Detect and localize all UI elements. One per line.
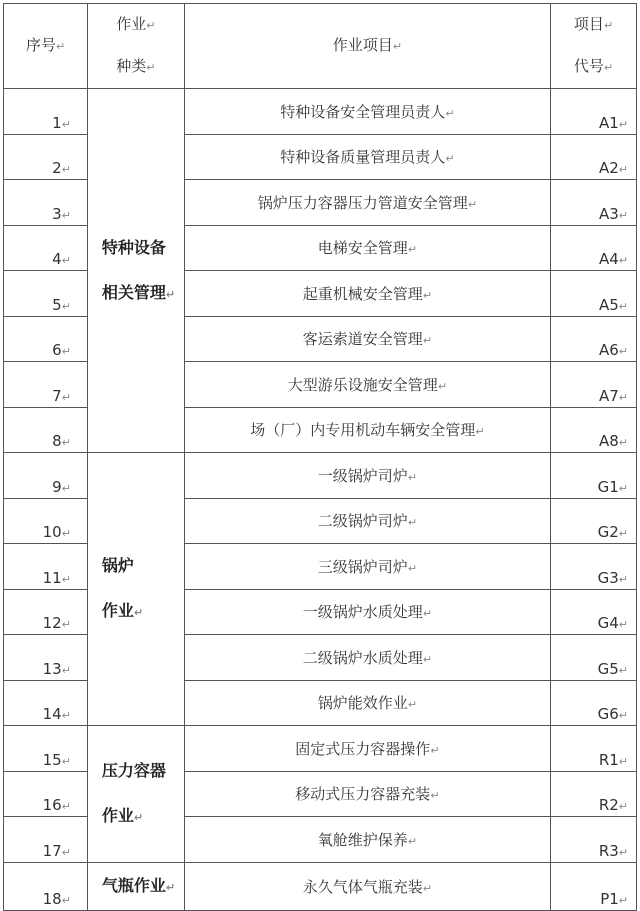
paragraph-mark: ↵ <box>618 254 628 267</box>
paragraph-mark: ↵ <box>61 163 71 176</box>
item-code: A4↵ <box>551 225 637 271</box>
work-item: 二级锅炉水质处理↵ <box>184 635 550 681</box>
category-label: 压力容器 <box>101 760 166 780</box>
paragraph-mark: ↵ <box>61 800 71 813</box>
row-number: 15↵ <box>4 726 88 772</box>
paragraph-mark: ↵ <box>61 754 71 768</box>
paragraph-mark: ↵ <box>133 810 144 824</box>
paragraph-mark: ↵ <box>165 880 176 894</box>
paragraph-mark: ↵ <box>618 117 628 131</box>
paragraph-mark: ↵ <box>618 208 628 222</box>
paragraph-mark: ↵ <box>618 754 628 768</box>
paragraph-mark: ↵ <box>422 881 433 895</box>
paragraph-mark: ↵ <box>618 800 628 813</box>
paragraph-mark: ↵ <box>618 436 628 449</box>
work-item: 起重机械安全管理↵ <box>184 271 550 317</box>
item-code: G1↵ <box>551 453 637 499</box>
row-number: 13↵ <box>4 635 88 681</box>
category-label: 作业 <box>101 601 134 620</box>
row-number: 14↵ <box>4 680 88 726</box>
paragraph-mark: ↵ <box>61 481 71 495</box>
header-code: 项目↵ 代号↵ <box>551 4 637 89</box>
row-number: 3↵ <box>4 180 88 226</box>
item-code: A2↵ <box>551 134 637 180</box>
work-item: 永久气体气瓶充装↵ <box>184 862 550 910</box>
paragraph-mark: ↵ <box>618 572 628 586</box>
work-item: 固定式压力容器操作↵ <box>184 726 550 772</box>
paragraph-mark: ↵ <box>407 516 418 530</box>
category-label: 作业 <box>101 805 134 825</box>
paragraph-mark: ↵ <box>618 709 628 722</box>
work-item: 锅炉能效作业↵ <box>184 680 550 726</box>
paragraph-mark: ↵ <box>445 106 455 120</box>
paragraph-mark: ↵ <box>61 390 71 404</box>
item-code: A5↵ <box>551 271 637 317</box>
paragraph-mark: ↵ <box>618 845 628 859</box>
paragraph-mark: ↵ <box>61 893 71 907</box>
table-row <box>4 453 637 499</box>
paragraph-mark: ↵ <box>618 527 628 540</box>
paragraph-mark: ↵ <box>618 299 628 313</box>
item-code: A8↵ <box>551 407 637 453</box>
work-category-table <box>3 3 637 911</box>
row-number: 1↵ <box>4 89 88 135</box>
paragraph-mark: ↵ <box>407 698 418 712</box>
work-item: 电梯安全管理↵ <box>184 225 550 271</box>
header-item: 作业项目↵ <box>184 4 550 89</box>
row-number: 7↵ <box>4 362 88 408</box>
table-header-row <box>4 4 637 89</box>
table-row <box>4 862 637 910</box>
item-code: A1↵ <box>551 89 637 135</box>
item-code: R1↵ <box>551 726 637 772</box>
row-number: 17↵ <box>4 817 88 863</box>
paragraph-mark: ↵ <box>165 287 176 301</box>
item-code: R2↵ <box>551 771 637 817</box>
paragraph-mark: ↵ <box>618 345 628 358</box>
paragraph-mark: ↵ <box>61 208 71 222</box>
category-cell <box>87 726 184 863</box>
row-number: 6↵ <box>4 316 88 362</box>
paragraph-mark: ↵ <box>61 845 71 859</box>
item-code: G2↵ <box>551 498 637 544</box>
work-item: 移动式压力容器充装↵ <box>184 771 550 817</box>
row-number: 2↵ <box>4 134 88 180</box>
item-code: P1↵ <box>551 862 637 910</box>
item-code: G6↵ <box>551 680 637 726</box>
paragraph-mark: ↵ <box>475 425 485 439</box>
paragraph-mark: ↵ <box>133 606 144 619</box>
paragraph-mark: ↵ <box>430 743 440 757</box>
paragraph-mark: ↵ <box>618 481 628 495</box>
paragraph-mark: ↵ <box>61 299 71 313</box>
paragraph-mark: ↵ <box>61 254 71 267</box>
item-code: G4↵ <box>551 589 637 635</box>
work-item: 锅炉压力容器压力管道安全管理↵ <box>184 180 550 226</box>
category-cell <box>87 453 184 726</box>
row-number: 11↵ <box>4 544 88 590</box>
work-item: 特种设备质量管理员责人↵ <box>184 134 550 180</box>
work-item: 一级锅炉司炉↵ <box>184 453 550 499</box>
paragraph-mark: ↵ <box>407 470 418 484</box>
work-item: 三级锅炉司炉↵ <box>184 544 550 590</box>
work-item: 一级锅炉水质处理↵ <box>184 589 550 635</box>
header-category: 作业↵ 种类↵ <box>87 4 184 89</box>
item-code: G5↵ <box>551 635 637 681</box>
paragraph-mark: ↵ <box>61 436 71 449</box>
paragraph-mark: ↵ <box>618 893 628 907</box>
row-number: 4↵ <box>4 225 88 271</box>
paragraph-mark: ↵ <box>422 652 433 666</box>
row-number: 5↵ <box>4 271 88 317</box>
row-number: 9↵ <box>4 453 88 499</box>
row-number: 10↵ <box>4 498 88 544</box>
category-label: 相关管理 <box>101 282 166 302</box>
paragraph-mark: ↵ <box>618 163 628 176</box>
paragraph-mark: ↵ <box>407 834 418 848</box>
category-cell <box>87 89 184 453</box>
row-number: 16↵ <box>4 771 88 817</box>
item-code: R3↵ <box>551 817 637 863</box>
work-item: 氧舱维护保养↵ <box>184 817 550 863</box>
row-number: 12↵ <box>4 589 88 635</box>
row-number: 18↵ <box>4 862 88 910</box>
item-code: A3↵ <box>551 180 637 226</box>
paragraph-mark: ↵ <box>407 561 418 575</box>
work-item: 二级锅炉司炉↵ <box>184 498 550 544</box>
item-code: G3↵ <box>551 544 637 590</box>
paragraph-mark: ↵ <box>61 709 71 722</box>
item-code: A6↵ <box>551 316 637 362</box>
paragraph-mark: ↵ <box>61 527 71 540</box>
category-label: 特种设备 <box>101 237 166 257</box>
category-cell <box>87 862 184 910</box>
work-item: 客运索道安全管理↵ <box>184 316 550 362</box>
item-code: A7↵ <box>551 362 637 408</box>
category-label: 锅炉 <box>101 556 134 575</box>
paragraph-mark: ↵ <box>61 345 71 358</box>
row-number: 8↵ <box>4 407 88 453</box>
paragraph-mark: ↵ <box>422 288 433 302</box>
work-item: 场（厂）内专用机动车辆安全管理↵ <box>184 407 550 453</box>
paragraph-mark: ↵ <box>422 334 433 348</box>
work-item: 特种设备安全管理员责人↵ <box>184 89 550 135</box>
paragraph-mark: ↵ <box>61 663 71 677</box>
paragraph-mark: ↵ <box>407 243 418 257</box>
paragraph-mark: ↵ <box>445 152 455 166</box>
paragraph-mark: ↵ <box>467 197 478 211</box>
paragraph-mark: ↵ <box>618 390 628 404</box>
paragraph-mark: ↵ <box>422 607 433 621</box>
paragraph-mark: ↵ <box>61 618 71 631</box>
paragraph-mark: ↵ <box>61 572 71 586</box>
paragraph-mark: ↵ <box>437 379 448 393</box>
header-no: 序号↵ <box>4 4 88 89</box>
table-row <box>4 726 637 772</box>
paragraph-mark: ↵ <box>618 618 628 631</box>
work-item: 大型游乐设施安全管理↵ <box>184 362 550 408</box>
category-label: 气瓶作业 <box>101 875 166 895</box>
paragraph-mark: ↵ <box>618 663 628 677</box>
table-row <box>4 89 637 135</box>
paragraph-mark: ↵ <box>430 789 440 803</box>
paragraph-mark: ↵ <box>61 117 71 131</box>
